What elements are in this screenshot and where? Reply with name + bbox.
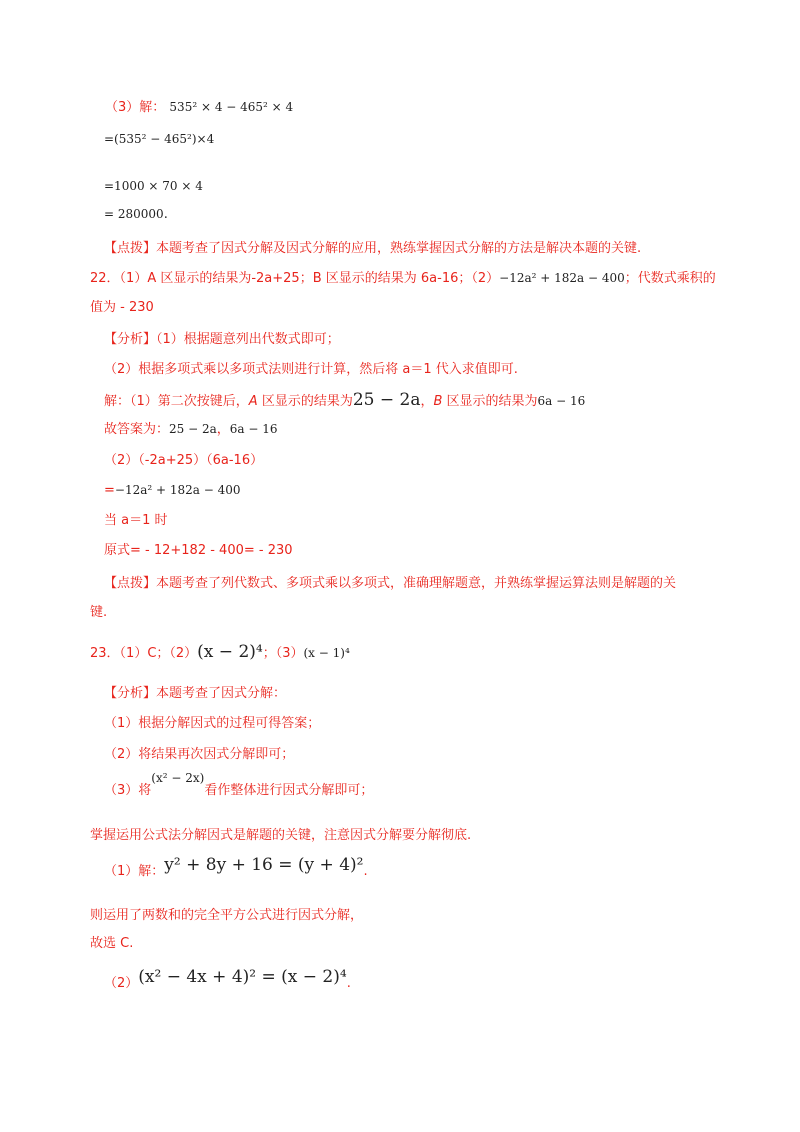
solution-line: 当 a＝1 时 (104, 513, 168, 528)
math-expression: −12a² + 182a − 400 (499, 271, 625, 285)
math-expression: =(535² − 465²)×4 (104, 132, 215, 146)
math-expression: =1000 × 70 × 4 (104, 179, 203, 193)
solution-line: 原式= - 12+182 - 400= - 230 (104, 543, 293, 558)
analysis-line: （3）将(x² − 2x)看作整体进行因式分解即可； (104, 771, 374, 798)
math-result-line: = 280000. (104, 207, 168, 222)
math-expression: 25 − 2a (352, 390, 421, 410)
solution-line: （1）解：y² + 8y + 16 = (y + 4)². (104, 855, 368, 879)
analysis-heading: 【分析】 (104, 332, 157, 347)
solution-line: 解：（1）第二次按键后，A 区显示的结果为25 − 2a，B 区显示的结果为6a − 16 (104, 390, 586, 410)
math-expression: y² + 8y + 16 = (y + 4)² (164, 855, 364, 875)
math-expression: (x − 1)⁴ (303, 646, 350, 660)
question-22-answer: 22．（1）A 区显示的结果为-2a+25；B 区显示的结果为 6a-16；（2）−12a² + 182a − 400；代数式乘积的 (90, 271, 716, 286)
part-label: （3）解： (105, 100, 166, 115)
question-22-value: 值为 - 230 (90, 300, 154, 315)
math-expression: (x² − 4x + 4)² = (x − 2)⁴ (138, 967, 347, 987)
key-point-line: 掌握运用公式法分解因式是解题的关键，注意因式分解要分解彻底. (90, 828, 472, 843)
analysis-line: （2）根据多项式乘以多项式法则进行计算，然后将 a＝1 代入求值即可. (104, 362, 518, 377)
math-expression: −12a² + 182a − 400 (114, 483, 241, 497)
math-expression: = 280000 (104, 207, 164, 221)
analysis-line: （2）将结果再次因式分解即可； (104, 747, 295, 762)
math-expression: (x² − 2x) (151, 771, 205, 785)
analysis-line: 【分析】本题考查了因式分解： (104, 686, 287, 701)
question-23-answer: 23．（1）C；（2）(x − 2)⁴；（3）(x − 1)⁴ (90, 642, 350, 662)
question-number: 22． (90, 271, 120, 286)
solution-line: =−12a² + 182a − 400 (104, 483, 241, 498)
analysis-line: 【分析】（1）根据题意列出代数式即可； (104, 332, 340, 347)
solution-line: （2）(x² − 4x + 4)² = (x − 2)⁴. (104, 967, 351, 991)
analysis-line: （1）根据分解因式的过程可得答案； (104, 716, 321, 731)
math-expression: 25 − 2a (169, 422, 217, 436)
math-expression: (x − 2)⁴ (197, 642, 263, 662)
math-expression: 6a − 16 (229, 422, 278, 436)
remark-line: 【点拨】本题考查了因式分解及因式分解的应用，熟练掌握因式分解的方法是解决本题的关键. (104, 241, 642, 256)
question-number: 23． (90, 646, 120, 661)
math-expression: 535² × 4 − 465² × 4 (169, 100, 294, 114)
answer-line: 故答案为：25 − 2a，6a − 16 (104, 422, 278, 437)
remark-line: 键. (90, 605, 108, 620)
solution-part3-line (105, 97, 293, 118)
analysis-heading: 【分析】 (104, 686, 157, 701)
remark-line: 【点拨】本题考查了列代数式、多项式乘以多项式，准确理解题意，并熟练掌握运算法则是解题的关 (104, 576, 677, 591)
solution-line: 故选 C. (90, 936, 134, 951)
math-expression: 6a − 16 (537, 394, 586, 408)
solution-line: 则运用了两数和的完全平方公式进行因式分解， (90, 908, 364, 923)
solution-line: （2）（-2a+25）（6a-16） (104, 453, 264, 468)
